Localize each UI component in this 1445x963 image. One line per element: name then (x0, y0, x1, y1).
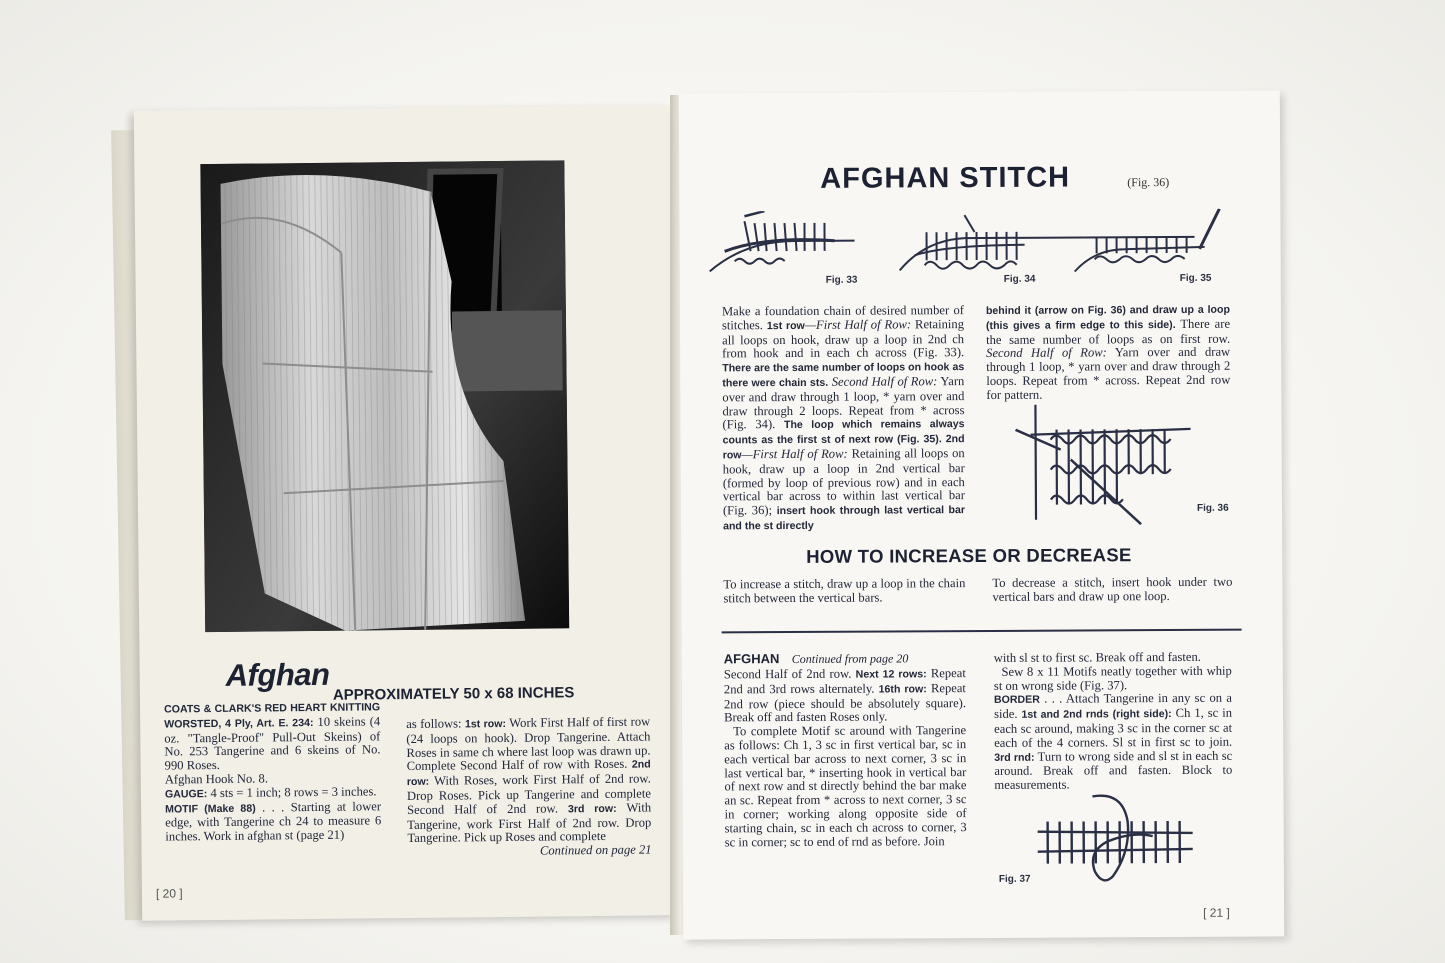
motif-label: MOTIF (Make 88) (165, 802, 256, 816)
stitch-instructions-col2 (986, 303, 1231, 403)
row-label: 1st row (766, 319, 805, 332)
half-row-label: Second Half of Row: (986, 345, 1107, 361)
title-figure-ref: (Fig. 36) (1127, 175, 1170, 190)
continued-note: Continued on page 21 (539, 842, 652, 858)
increase-decrease-heading: HOW TO INCREASE OR DECREASE (806, 544, 1132, 567)
instruction-text: Turn to wrong side and sl st in each sc around. Break off and fasten. Block to measurements. (994, 748, 1233, 793)
gauge-label: GAUGE: (164, 787, 208, 801)
page-number: [ 20 ] (155, 886, 183, 901)
instruction-text: Work First Half of first row (24 loops on hook). Drop Tangerine. Attach Roses in same ch where last loop was drawn up. Complete Second Half of row with Roses. (406, 714, 651, 774)
instructions-column (406, 715, 651, 860)
instruction-text: To complete Motif sc around with Tangerine as follows: Ch 1, 3 sc in first vertical bar, sc in each vertical bar across to next corner, 3 sc in last vertical bar, * inserting hook in vertical bar of next row and st directly behind the bar make an sc. Repeat from * across to next corner, 3 sc in corner; working along opposite side of starting chain, sc in each ch across to corner, 3 sc in corner; sc to end of rnd as before. Join (724, 723, 967, 849)
half-row-label: —First Half of Row: (804, 317, 912, 332)
half-row-label: Second Half of Row: (831, 374, 938, 389)
instruction-text: There are the same number of loops as on first row. (986, 316, 1231, 347)
instruction-text: . . . Attach Tangerine in any sc on a side. (994, 691, 1233, 722)
pattern-title: Afghan (225, 656, 330, 693)
row-label: Next 12 rows: (855, 668, 927, 681)
fig-37-label: Fig. 37 (998, 873, 1031, 885)
materials-text: 10 skeins (4 oz. "Tangle-Proof" Pull-Out Skeins) of No. 253 Tangerine and 6 skeins of No. 990 Roses. (164, 714, 381, 773)
instruction-text: Retaining all loops on hook, draw up a loop in 2nd ch from hook and in each ch across (Fig. 33). (722, 316, 965, 361)
fig-36-diagram (1010, 399, 1201, 530)
row-label: 3rd rnd: (994, 751, 1035, 764)
right-page (679, 90, 1284, 939)
instruction-text: Repeat 2nd row (piece should be absolutely square). Break off and fasten Roses only. (723, 680, 967, 725)
row-label: 16th row: (878, 683, 927, 696)
instruction-text: Sew 8 x 11 Motifs neatly together with whip st on wrong side (Fig. 37). (993, 663, 1232, 693)
instruction-text: Ch 1, sc in each sc around, making 3 sc in the corner sc at each of the 4 corners. Sl st in first sc to join. (994, 705, 1233, 750)
row-label: 3rd row: (567, 802, 617, 816)
instruction-text: as follows: (406, 716, 462, 732)
instruction-text: Yarn over and draw through 1 loop, * yarn over and draw through 2 loops. Repeat from * across. Repeat 2nd row for pattern. (986, 345, 1231, 402)
row-label: 1st row: (464, 717, 507, 731)
materials-column (164, 700, 381, 844)
instruction-text: Yarn over and draw through 1 loop, * yarn over and draw through 2 loops. Repeat from * across (Fig. 34). (722, 374, 965, 432)
afghan-instructions-col2 (994, 651, 1233, 793)
fig-34-label: Fig. 34 (1003, 273, 1036, 285)
instruction-text: Repeat 2nd and 3rd rows alternately. (723, 666, 966, 697)
increase-text: To increase a stitch, draw up a loop in the chain stitch between the vertical bars. (723, 576, 966, 606)
fig-33-label: Fig. 33 (825, 274, 858, 286)
border-label: BORDER (993, 694, 1040, 707)
stitch-instructions-col1 (722, 304, 965, 534)
instruction-text: Second Half of 2nd row. (723, 666, 852, 682)
hook-size: Afghan Hook No. 8. (164, 771, 269, 787)
section-divider (722, 629, 1242, 634)
fig-33-diagram (709, 211, 854, 272)
instruction-note: insert hook through last vertical bar and the st directly (723, 504, 966, 533)
section-title: AFGHAN STITCH (820, 161, 1071, 195)
instruction-text: Make a foundation chain of desired number of stitches. (721, 303, 964, 333)
instruction-text: Retaining all loops on hook, draw up a loop in 2nd vertical bar (formed by loop of previous row) and in each vertical bar across to within last vertical bar (Fig. 36); (722, 446, 965, 518)
materials-heading: COATS & CLARK'S RED HEART KNITTING WORSTED, 4 Ply, Art. E. 234: (163, 701, 381, 731)
row-label: 2nd row: (406, 758, 651, 789)
row-label: 1st and 2nd rnds (right side): (1021, 708, 1172, 721)
decrease-text: To decrease a stitch, insert hook under two vertical bars and draw up one loop. (992, 574, 1233, 604)
fig-36-label: Fig. 36 (1196, 502, 1229, 514)
instruction-note: behind it (arrow on Fig. 36) and draw up a loop (this gives a firm edge to this side). (985, 303, 1230, 332)
instruction-text: With Roses, work First Half of 2nd row. Drop Roses. Pick up Tangerine and complete Second Half of 2nd row. (406, 771, 652, 817)
fig-34-diagram (899, 214, 1084, 270)
instruction-note: The loop which remains always counts as the first st of next row (Fig. 35). 2nd row (722, 418, 965, 462)
fig-35-diagram (1074, 209, 1219, 272)
left-page (134, 105, 678, 921)
afghan-continued-heading: AFGHAN (723, 651, 780, 667)
instruction-note: There are the same number of loops on hook as there were chain sts. (722, 361, 965, 390)
fig-37-diagram (1032, 791, 1203, 892)
stitch-diagrams (704, 209, 1254, 292)
page-number: [ 21 ] (1203, 905, 1230, 920)
half-row-label: —First Half of Row: (741, 446, 848, 462)
instruction-text: with sl st to first sc. Break off and fasten. (993, 649, 1201, 665)
continued-from-note: Continued from page 20 (791, 651, 909, 666)
motif-text: . . . Starting at lower edge, with Tangerine ch 24 to measure 6 inches. Work in afghan st (page 21) (165, 798, 382, 844)
instruction-text: With Tangerine, work First Half of 2nd row. Drop Tangerine. Pick up Roses and complete (407, 800, 652, 846)
afghan-instructions-col1 (724, 667, 967, 850)
pattern-size: APPROXIMATELY 50 x 68 INCHES (332, 684, 575, 704)
gauge-text: 4 sts = 1 inch; 8 rows = 3 inches. (210, 784, 377, 800)
afghan-photo (200, 160, 569, 632)
fig-35-label: Fig. 35 (1179, 272, 1212, 284)
